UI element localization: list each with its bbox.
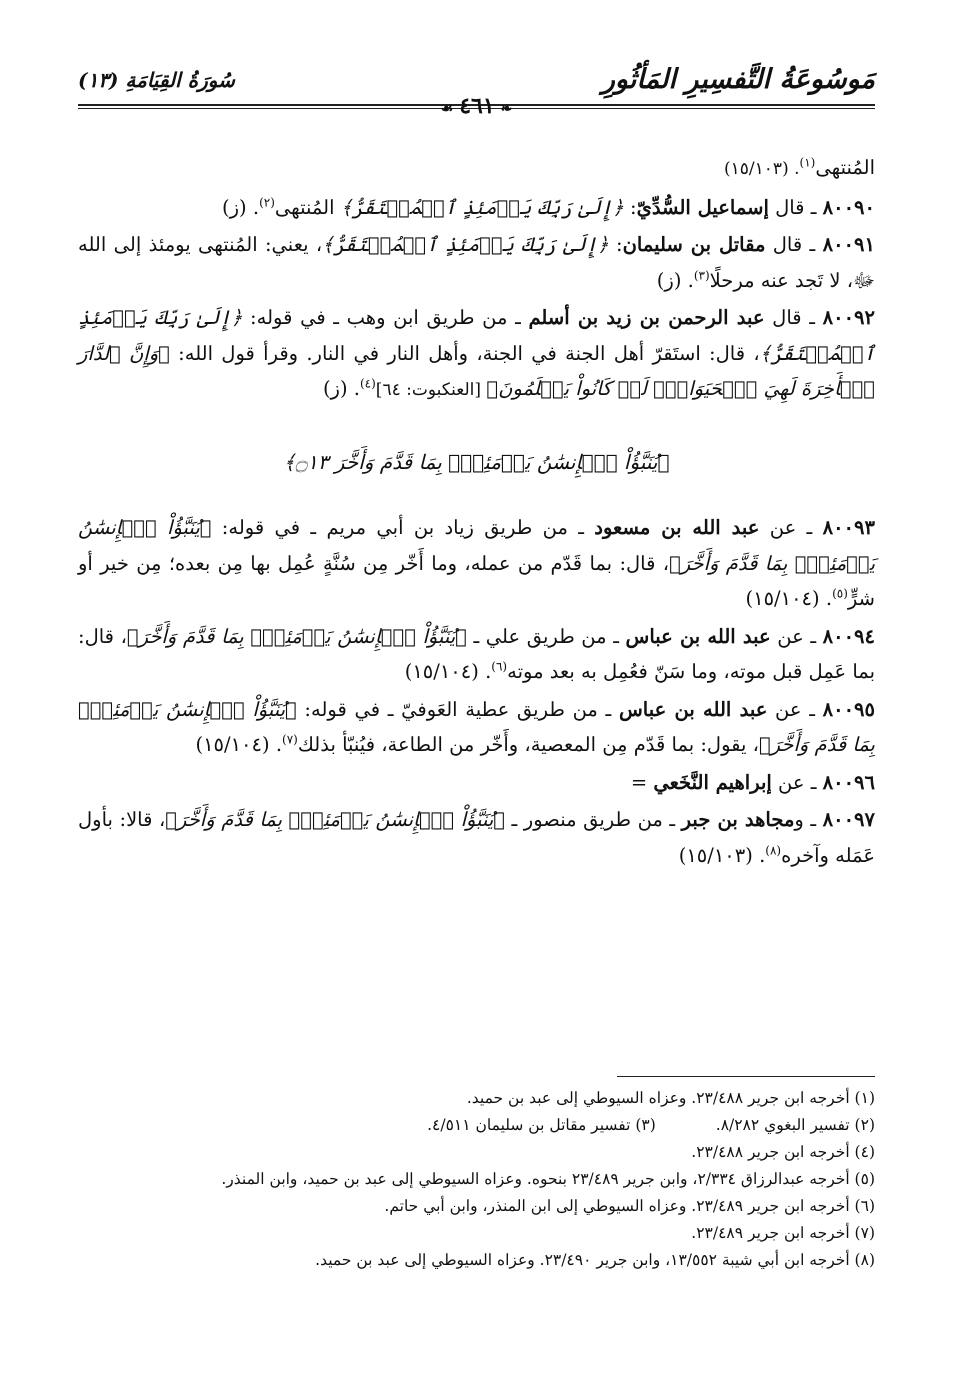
narration-number: ٨٠٠٩٥: [822, 697, 875, 721]
ornament-left-icon: ☙: [440, 101, 454, 117]
narration-80090: ٨٠٠٩٠ ـ قال إسماعيل السُّدِّيّ: ﴿إِلَىٰ رَبِّكَ يَوۡمَئِذٍ ٱلۡمُسۡتَقَرُّ﴾ المُنتهى$^{(٢)}$. (ز): [222, 195, 875, 219]
narration-number: ٨٠٠٩٣: [822, 516, 875, 539]
narration-number: ٨٠٠٩٦: [822, 770, 875, 794]
narration-80093: ٨٠٠٩٣ ـ عن عبد الله بن مسعود ـ من طريق زياد بن أبي مريم ـ في قوله: ﴿يُنَبَّؤُاْ ٱلۡإِنسَٰنُ يَوۡمَئِذِۭ بِمَا قَدَّمَ وَأَخَّرَ﴾، قال: بما قَدّم من عمله، وما أَخّر مِن سُنَّةٍ عُمِل بها مِن بعده؛ مِن خير أو شرٍّ$^{(٥)}$. (١٥/١٠٤): [78, 516, 875, 610]
quran-quote: ﴿يُنَبَّؤُاْ ٱلۡإِنسَٰنُ يَوۡمَئِذِۭ بِمَا قَدَّمَ وَأَخَّرَ﴾: [78, 697, 875, 756]
quran-quote: ﴿يُنَبَّؤُاْ ٱلۡإِنسَٰنُ يَوۡمَئِذِۭ بِمَا قَدَّمَ وَأَخَّرَ﴾: [126, 624, 467, 648]
quran-quote: ﴿إِلَىٰ رَبِّكَ يَوۡمَئِذٍ ٱلۡمُسۡتَقَرُّ﴾: [322, 233, 609, 256]
footnote-1: (١) أخرجه ابن جرير ٢٣/٤٨٨. وعزاه السيوطي إلى عبد بن حميد.: [466, 1089, 875, 1107]
verse-heading: ﴿يُنَبَّؤُاْ ٱلۡإِنسَٰنُ يَوۡمَئِذِۭ بِمَا قَدَّمَ وَأَخَّرَ ۝١٣﴾: [283, 449, 670, 474]
narrator-name: عبد الله بن عباس: [625, 624, 771, 648]
narrator-name: مجاهد بن جبر: [681, 808, 795, 831]
footnote-marker[interactable]: (٢): [259, 195, 275, 209]
quran-quote: ﴿يُنَبَّؤُاْ ٱلۡإِنسَٰنُ يَوۡمَئِذِۭ بِمَا قَدَّمَ وَأَخَّرَ﴾: [165, 808, 505, 831]
narrator-name: إبراهيم النَّخَعي: [653, 770, 772, 794]
narration-80091: ٨٠٠٩١ ـ قال مقاتل بن سليمان: ﴿إِلَىٰ رَبِّكَ يَوۡمَئِذٍ ٱلۡمُسۡتَقَرُّ﴾، يعني: المُنتهى يومئذ إلى الله ﷻ، لا تَجد عنه مرحلًا$^{(٣)}$. (ز): [78, 233, 875, 292]
narration-number: ٨٠٠٩٧: [822, 808, 875, 831]
narration-80097: ٨٠٠٩٧ ـ ومجاهد بن جبر ـ من طريق منصور ـ ﴿يُنَبَّؤُاْ ٱلۡإِنسَٰنُ يَوۡمَئِذِۭ بِمَا قَدَّمَ وَأَخَّرَ﴾، قالا: بأول عَمَله وآخره$^{(٨)}$. (١٥/١٠٣): [78, 808, 875, 867]
main-text: [78, 150, 875, 875]
quran-quote: ﴿وَإِنَّ ٱلدَّارَ ٱلۡأَخِرَةَ لَهِيَ ٱلۡحَيَوَانُۚ لَوۡ كَانُواْ يَعۡلَمُونَ﴾: [78, 341, 875, 400]
narration-80092: ٨٠٠٩٢ ـ قال عبد الرحمن بن زيد بن أسلم ـ من طريق ابن وهب ـ في قوله: ﴿إِلَىٰ رَبِّكَ يَوۡمَئِذٍ ٱلۡمُسۡتَقَرُّ﴾، قال: استَقرّ أهل الجنة في الجنة، وأهل النار في النار. وقرأ قول الله: ﴿وَإِنَّ ٱلدَّارَ ٱلۡأَخِرَةَ لَهِيَ ٱلۡحَيَوَانُۚ لَوۡ كَانُواْ يَعۡلَمُونَ﴾ [العنكبوت: ٦٤]$^{(٤)}$. (ز): [78, 306, 875, 400]
narration-number: ٨٠٠٩٢: [822, 306, 875, 329]
narrator-name: مقاتل بن سليمان: [622, 233, 766, 256]
narrator-name: إسماعيل السُّدِّيّ: [636, 195, 769, 219]
footnote-row-2-3: [78, 1112, 875, 1139]
narration-number: ٨٠٠٩٠: [822, 195, 875, 219]
footnote-2: (٢) تفسير البغوي ٨/٢٨٢.: [715, 1116, 875, 1134]
footnote-3: (٣) تفسير مقاتل بن سليمان ٤/٥١١.: [427, 1116, 656, 1134]
footnote-marker[interactable]: (٤): [359, 376, 376, 391]
narrator-name: عبد الرحمن بن زيد بن أسلم: [528, 306, 765, 329]
narrator-name: عبد الله بن عباس: [618, 697, 768, 721]
footnote-8: (٨) أخرجه ابن أبي شيبة ١٣/٥٥٢، وابن جرير ٢٣/٤٩٠. وعزاه السيوطي إلى عبد بن حميد.: [315, 1251, 875, 1269]
page-number-row: [0, 93, 953, 119]
footnote-marker[interactable]: (٣): [693, 268, 710, 282]
footnote-5: (٥) أخرجه عبدالرزاق ٢/٣٣٤، وابن جرير ٢٣/٤٨٩ بنحوه. وعزاه السيوطي إلى عبد بن حميد، وابن المنذر.: [221, 1170, 875, 1188]
quran-quote: ﴿إِلَىٰ رَبِّكَ يَوۡمَئِذٍ ٱلۡمُسۡتَقَرُّ﴾: [78, 306, 875, 365]
continuation-paragraph: المُنتهى$^{(١)}$. (١٥/١٠٣): [724, 155, 875, 179]
narration-number: ٨٠٠٩٤: [822, 624, 875, 648]
narration-80095: ٨٠٠٩٥ ـ عن عبد الله بن عباس ـ من طريق عطية العَوفيّ ـ في قوله: ﴿يُنَبَّؤُاْ ٱلۡإِنسَٰنُ يَوۡمَئِذِۭ بِمَا قَدَّمَ وَأَخَّرَ﴾، يقول: بما قَدّم مِن المعصية، وأَخّر من الطاعة، فيُنبّأ بذلك$^{(٧)}$. (١٥/١٠٤): [78, 697, 875, 756]
footnote-marker[interactable]: (٦): [491, 659, 508, 674]
narration-number: ٨٠٠٩١: [822, 233, 875, 256]
narrator-name: عبد الله بن مسعود: [594, 516, 760, 539]
book-title: مَوسُوعَةُ التَّفسِيرِ المَأثُورِ: [601, 64, 875, 95]
footnote-marker[interactable]: (٧): [282, 732, 298, 747]
footnotes: [78, 1076, 875, 1274]
ornament-right-icon: ❧: [500, 101, 513, 117]
footnote-rule: [617, 1076, 875, 1077]
quran-quote: ﴿إِلَىٰ رَبِّكَ يَوۡمَئِذٍ ٱلۡمُسۡتَقَرُّ﴾: [340, 195, 624, 219]
footnote-marker[interactable]: (٥): [832, 586, 848, 601]
footnote-4: (٤) أخرجه ابن جرير ٢٣/٤٨٨.: [691, 1143, 875, 1161]
footnote-marker[interactable]: (١): [799, 155, 816, 170]
page-number: ٤٦١: [459, 93, 495, 119]
quran-quote: ﴿يُنَبَّؤُاْ ٱلۡإِنسَٰنُ يَوۡمَئِذِۭ بِمَا قَدَّمَ وَأَخَّرَ﴾: [78, 516, 875, 575]
verse-reference: [العنكبوت: ٦٤]: [375, 380, 487, 400]
footnote-marker[interactable]: (٨): [765, 843, 782, 857]
surah-title: سُورَةُ القِيَامَةِ (١٣): [78, 68, 235, 92]
footnote-7: (٧) أخرجه ابن جرير ٢٣/٤٨٩.: [691, 1224, 875, 1242]
narration-80096: ٨٠٠٩٦ ـ عن إبراهيم النَّخَعي =: [630, 770, 875, 794]
narration-80094: ٨٠٠٩٤ ـ عن عبد الله بن عباس ـ من طريق علي ـ ﴿يُنَبَّؤُاْ ٱلۡإِنسَٰنُ يَوۡمَئِذِۭ بِمَا قَدَّمَ وَأَخَّرَ﴾، قال: بما عَمِل قبل موته، وما سَنّ فعُمِل به بعد موته$^{(٦)}$. (١٥/١٠٤): [78, 624, 875, 683]
footnote-6: (٦) أخرجه ابن جرير ٢٣/٤٨٩. وعزاه السيوطي إلى ابن المنذر، وابن أبي حاتم.: [384, 1197, 875, 1215]
